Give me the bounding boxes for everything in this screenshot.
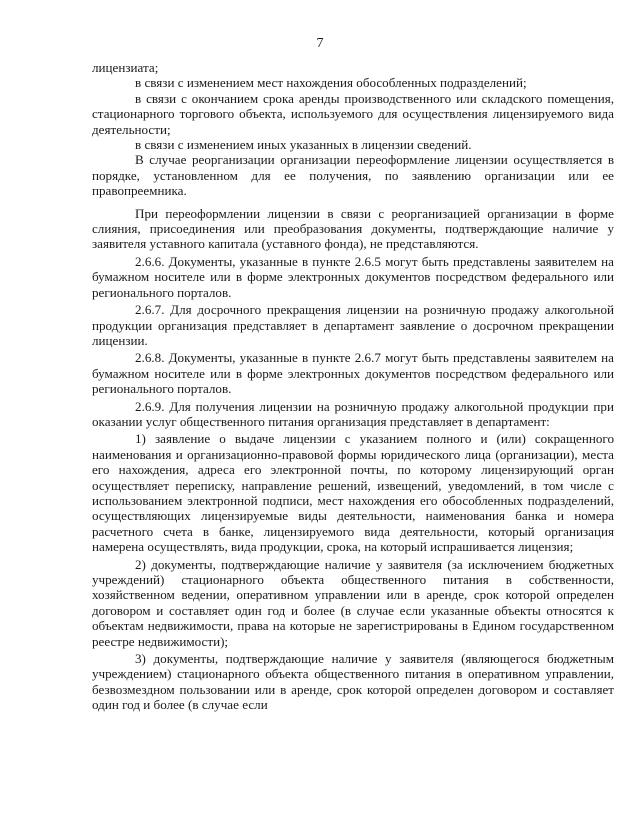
paragraph-5: В случае реорганизации организации переоформление лицензии осуществляется в порядке, установленном для ее получения, по заявлению организации или ее правопреемника. (92, 152, 614, 199)
paragraph-3: в связи с окончанием срока аренды производственного или складского помещения, стационарного торгового объекта, используемого для осуществления лицензируемого вида деятельности; (92, 90, 614, 137)
paragraph-2: в связи с изменением мест нахождения обособленных подразделений; (135, 75, 527, 91)
paragraph-7: 2.6.6. Документы, указанные в пункте 2.6.5 могут быть представлены заявителем на бумажном носителе или в форме электронных документов посредством федерального или регионального порталов. (92, 253, 614, 300)
paragraph-12: 2) документы, подтверждающие наличие у заявителя (за исключением бюджетных учреждений) стационарного объекта общественного питания в собственности, хозяйственном ведении, оперативном управлении или в аренде, срок которой определен договором и составляет один год и более (в случае если указанные объекты относятся к объектам недвижимости, права на которые не зарегистрированы в Едином государственном реестре недвижимости); (92, 556, 614, 649)
paragraph-8: 2.6.7. Для досрочного прекращения лицензии на розничную продажу алкогольной продукции организация представляет в департамент заявление о досрочном прекращении лицензии. (92, 302, 614, 348)
paragraph-11: 1) заявление о выдаче лицензии с указанием полного и (или) сокращенного наименования и организационно-правовой формы юридического лица (организации), места его нахождения, адреса его электронной почты, по которому лицензирующий орган осуществляет переписку, направление решений, извещений, уведомлений, в том числе с использованием электронной подписи, мест нахождения его обособленных подразделений, осуществляющих лицензируемые виды деятельности, наименования банка и номера расчетного счета в банке, лицензируемого вида деятельности, который организация намерена осуществлять, вида продукции, срока, на который испрашивается лицензия; (92, 431, 614, 555)
paragraph-1: лицензиата; (92, 60, 159, 75)
paragraph-6: При переоформлении лицензии в связи с реорганизацией организации в форме слияния, присоединения или преобразования документы, подтверждающие наличие у заявителя уставного капитала (уставного фонда), не представляются. (92, 205, 614, 252)
page-number: 7 (316, 36, 324, 51)
paragraph-13: 3) документы, подтверждающие наличие у заявителя (являющегося бюджетным учреждением) стационарного объекта общественного питания в оперативном управлении, безвозмездном пользовании или в аренде, срок которой определен договором и составляет один год и более (в случае если (92, 651, 614, 713)
paragraph-9: 2.6.8. Документы, указанные в пункте 2.6.7 могут быть представлены заявителем на бумажном носителе или в форме электронных документов посредством федерального или регионального порталов. (92, 350, 614, 397)
paragraph-10: 2.6.9. Для получения лицензии на розничную продажу алкогольной продукции при оказании услуг общественного питания организация представляет в департамент: (92, 398, 614, 429)
paragraph-4: в связи с изменением иных указанных в лицензии сведений. (135, 137, 472, 153)
document-body (92, 60, 614, 713)
